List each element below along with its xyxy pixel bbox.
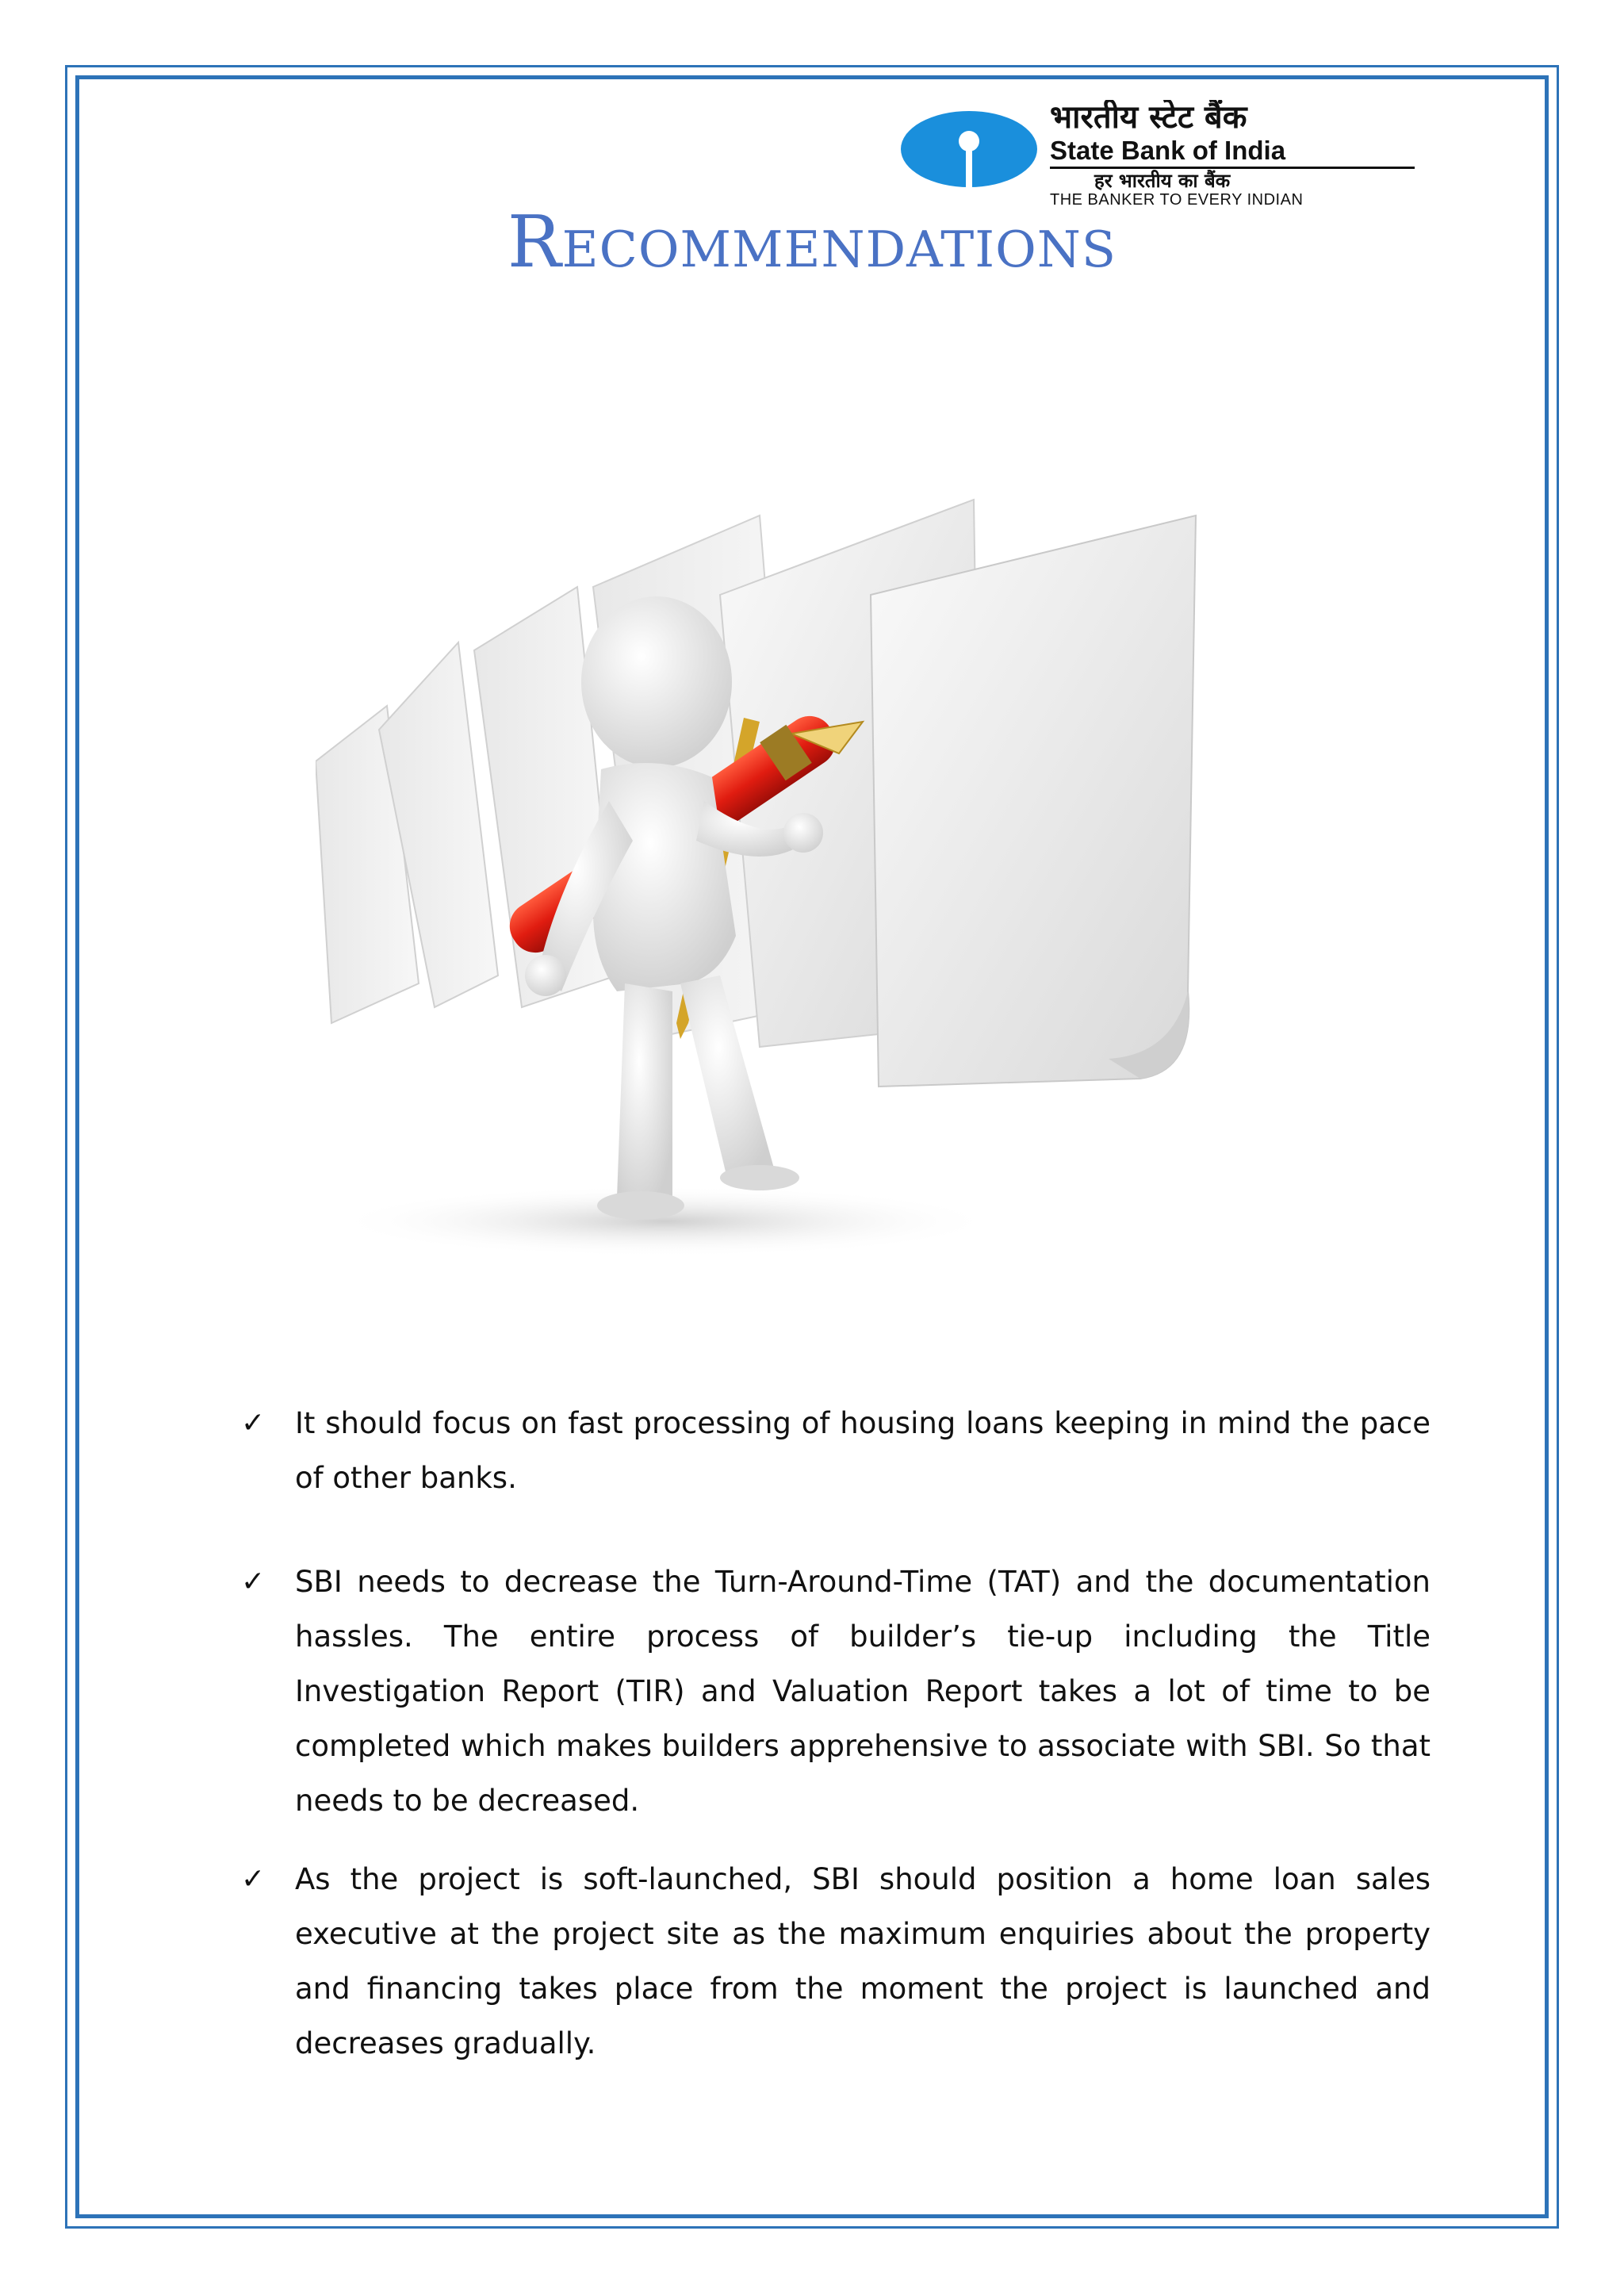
checkmark-icon: ✓ xyxy=(241,1863,266,1895)
recommendation-text: As the project is soft-launched, SBI should position a home loan sales executive at the project site as the maximum enquiries about the property and financing takes place from the moment the project is launched and decreases gradually. xyxy=(295,1862,1431,2060)
list-item xyxy=(241,1396,1431,1505)
recommendations-list xyxy=(241,1396,1431,2071)
recommendation-text: It should focus on fast processing of housing loans keeping in mind the pace of other banks. xyxy=(295,1406,1431,1495)
checkmark-icon: ✓ xyxy=(241,1566,266,1598)
list-item xyxy=(241,1852,1431,2071)
recommendation-text: SBI needs to decrease the Turn-Around-Time (TAT) and the documentation hassles. The entire process of builder’s tie-up including the Title Investigation Report (TIR) and Valuation Report takes a lot of time to be completed which makes builders apprehensive to associate with SBI. So that needs to be decreased. xyxy=(295,1565,1431,1818)
sbi-logo-icon xyxy=(899,109,1039,189)
checkmark-icon: ✓ xyxy=(241,1407,266,1439)
list-item xyxy=(241,1554,1431,1828)
sbi-logo xyxy=(899,100,1423,209)
figure-with-pen-and-papers-illustration xyxy=(316,468,1220,1293)
logo-divider xyxy=(1050,167,1415,169)
logo-name-hindi: भारतीय स्टेट बैंक xyxy=(1050,100,1247,136)
logo-tagline-english: THE BANKER TO EVERY INDIAN xyxy=(1050,191,1304,209)
page-title: Recommendations xyxy=(507,201,1117,284)
logo-name-english: State Bank of India xyxy=(1050,136,1286,165)
logo-tagline-hindi: हर भारतीय का बैंक xyxy=(1094,170,1231,192)
logo-text xyxy=(1050,100,1423,209)
